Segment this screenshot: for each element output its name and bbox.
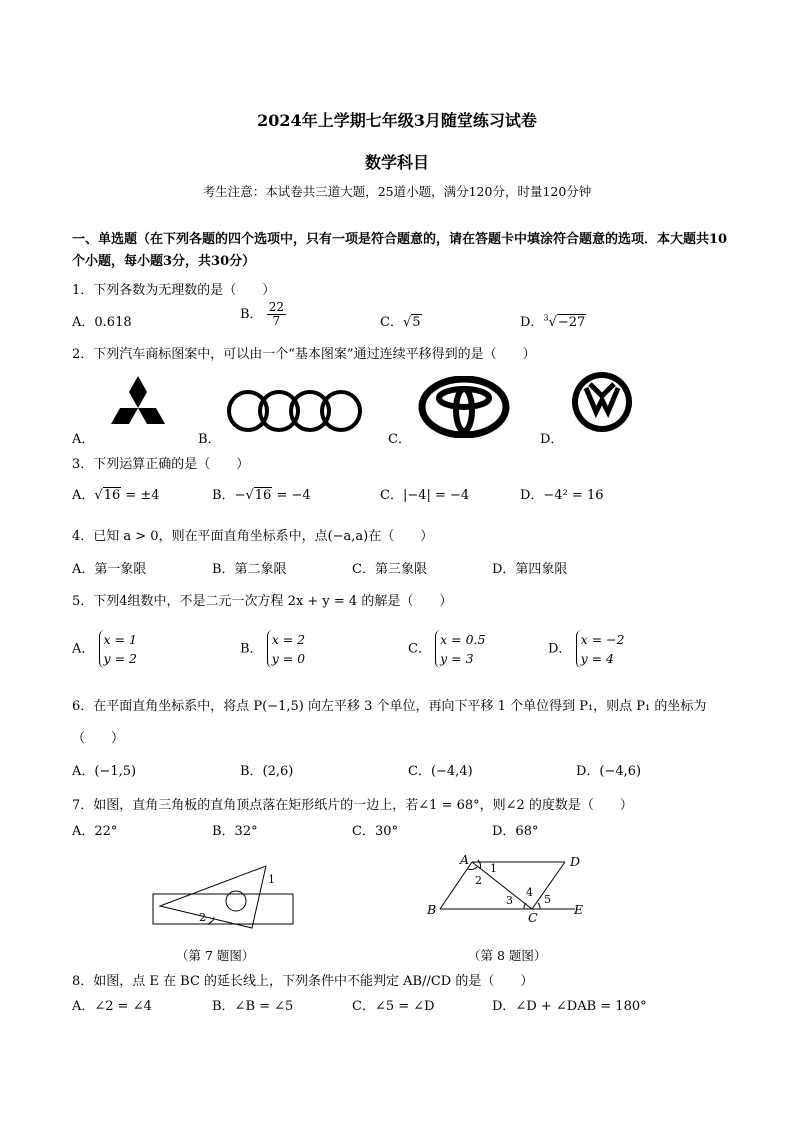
q1-option-c-label: C． [380,315,403,330]
q5-a-eq2: y = 2 [103,651,137,666]
q2-option-d: D． [540,432,564,447]
q1-root-index: 3 [543,313,549,323]
q5-b-eq2: y = 0 [271,651,306,666]
q6-stem: 6．在平面直角坐标系中，将点 P(−1,5) 向左平移 3 个单位，再向下平移 1 个单位得到 P₁，则点 P₁ 的坐标为 [72,699,707,714]
figure-7 [148,860,298,930]
exam-note: 考生注意：本试卷共三道大题，25道小题，满分120分，时量120分钟 [202,184,592,199]
fig8-caption: （第 8 题图） [468,948,547,963]
q1-option-c: C．√5 [380,315,421,330]
q1-stem: 1．下列各数为无理数的是（ ） [72,283,276,298]
q5-option-c [408,630,485,668]
q7-stem: 7．如图，直角三角板的直角顶点落在矩形纸片的一边上，若∠1 = 68°，则∠2 的度数是（ ） [72,798,633,813]
volkswagen-logo-icon [570,370,634,434]
fig8-label-A: A [460,852,470,867]
toyota-logo-icon [418,376,510,438]
q6-option-a: A．(−1,5) [72,764,137,779]
q3-option-b: B．−√16 = −4 [212,488,311,503]
q8-stem: 8．如图，点 E 在 BC 的延长线上，下列条件中不能判定 AB//CD 的是（ ） [72,974,534,989]
q1-option-d-radicand: −27 [557,315,586,330]
fig8-label-B: B [427,902,437,917]
fig8-label-D: D [570,854,581,869]
q3-option-b-label: B． [212,488,235,503]
fig8-label-5: 5 [544,893,551,906]
q1-option-b [240,301,286,328]
q5-d-eq1: x = −2 [580,632,625,647]
q2-option-c: C． [388,432,411,447]
q4-option-c: C．第三象限 [352,562,427,577]
fig7-label-1: 1 [268,873,275,886]
q3-option-a-radicand: 16 [103,488,121,503]
q4-option-a: A．第一象限 [72,562,147,577]
section-heading: 一、单选题（在下列各题的四个选项中，只有一项是符合题意的，请在答题卡中填涂符合题意的选项．本大题共10个小题，每小题3分，共30分） [72,232,728,269]
fig8-label-C: C [528,910,538,925]
q2-option-a: A． [72,432,95,447]
q1-option-c-radicand: 5 [412,315,421,330]
q5-a-eq1: x = 1 [103,632,137,647]
q6-option-c: C．(−4,4) [408,764,473,779]
q5-option-d-system [576,630,625,668]
q1-option-a: A．0.618 [72,315,132,330]
q4-option-b: B．第二象限 [212,562,287,577]
q1-fraction-denominator: 7 [272,314,281,328]
q3-option-a-label: A． [72,488,95,503]
q5-option-c-label: C． [408,641,431,657]
q1-option-d: D．$^3$√−27 [520,313,586,330]
q3-option-a-rest: = ±4 [121,488,160,503]
q7-option-a: A．22° [72,824,118,839]
q5-b-eq1: x = 2 [271,632,306,647]
q4-stem: 4．已知 a > 0，则在平面直角坐标系中，点(−a,a)在（ ） [72,529,434,544]
q3-option-a: A．√16 = ±4 [72,488,160,503]
figure-8 [430,852,590,932]
q4-option-d: D．第四象限 [492,562,568,577]
q7-option-b: B．32° [212,824,258,839]
subject-title: 数学科目 [364,153,429,172]
q8-option-a: A．∠2 = ∠4 [72,999,152,1014]
q3-stem: 3．下列运算正确的是（ ） [72,457,250,472]
q2-stem: 2．下列汽车商标图案中，可以由一个“基本图案”通过连续平移得到的是（ ） [72,347,536,362]
q3-option-d: D．−4² = 16 [520,488,604,503]
fig7-caption: （第 7 题图） [176,948,255,963]
q3-option-b-sign: − [234,488,246,503]
audi-logo-icon [226,386,366,436]
mitsubishi-logo-icon [102,374,174,434]
fig8-label-3: 3 [506,894,513,907]
q2-option-b: B． [198,432,221,447]
q7-option-c: C．30° [352,824,398,839]
q5-option-b-system [267,630,305,668]
q5-option-d-label: D． [548,641,572,657]
q5-option-c-system [435,630,485,668]
fig8-label-2: 2 [475,874,482,887]
q5-option-a [72,630,137,668]
q5-stem: 5．下列4组数中，不是二元一次方程 2x + y = 4 的解是（ ） [72,594,453,609]
fig7-label-2: 2 [199,911,206,924]
q6-option-b: B．(2,6) [240,764,294,779]
q3-option-b-radicand: 16 [254,488,272,503]
q5-option-a-label: A． [72,641,95,657]
fig8-label-E: E [574,902,584,917]
q5-option-b [240,630,305,668]
q5-option-d [548,630,624,668]
q8-option-b: B．∠B = ∠5 [212,999,294,1014]
q1-fraction [267,301,286,328]
q1-option-d-label: D． [520,315,544,330]
q5-d-eq2: y = 4 [580,651,615,666]
q5-option-a-system [99,630,137,668]
exam-title: 2024年上学期七年级3月随堂练习试卷 [257,111,537,130]
q6-option-d: D．(−4,6) [576,764,642,779]
q5-c-eq1: x = 0.5 [440,632,486,647]
fig8-label-4: 4 [526,886,533,899]
q6-paren: （ ） [72,731,125,746]
q3-option-c: C．|−4| = −4 [380,488,470,503]
q5-c-eq2: y = 3 [440,651,474,666]
q8-option-d: D．∠D + ∠DAB = 180° [492,999,647,1014]
q8-option-c: C．∠5 = ∠D [352,999,435,1014]
q3-option-b-rest: = −4 [272,488,311,503]
fig8-label-1: 1 [490,862,497,875]
q5-option-b-label: B． [240,641,263,657]
q1-option-b-label: B． [240,307,263,322]
q7-option-d: D．68° [492,824,539,839]
q1-fraction-numerator: 22 [268,300,284,314]
